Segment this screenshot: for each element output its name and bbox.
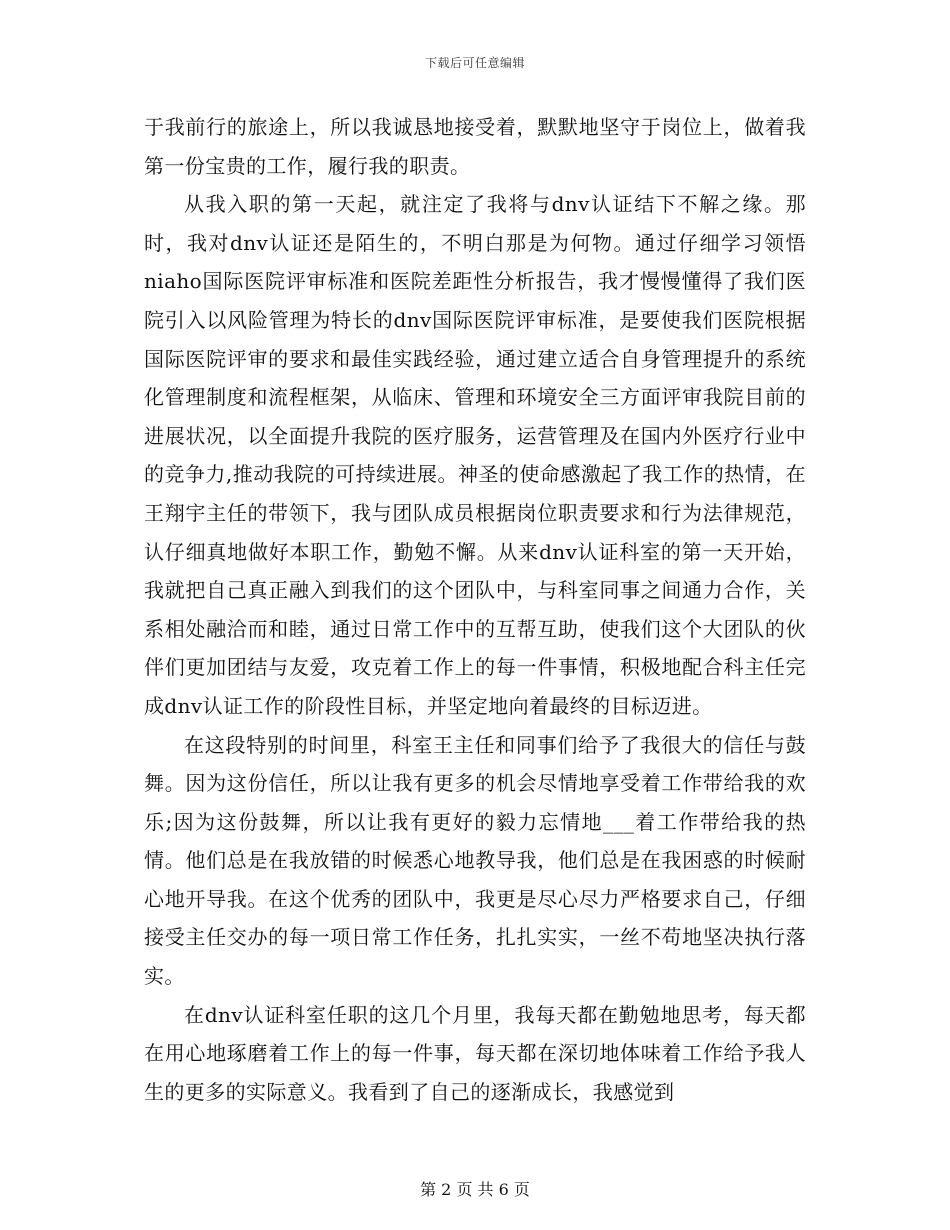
paragraph-continued: 于我前行的旅途上，所以我诚恳地接受着，默默地坚守于岗位上，做着我第一份宝贵的工作，履行我的职责。 — [144, 115, 806, 178]
page-header: 下载后可任意编辑 — [424, 56, 525, 70]
paragraph: 在dnv认证科室任职的这几个月里，我每天都在勤勉地思考，每天都在用心地琢磨着工作上的每一件事，每天都在深切地体味着工作给予我人生的更多的实际意义。我看到了自己的逐渐成长，我感觉到 — [144, 1002, 806, 1104]
paragraph: 在这段特别的时间里，科室王主任和同事们给予了我很大的信任与鼓舞。因为这份信任，所以让我有更多的机会尽情地享受着工作带给我的欢乐;因为这份鼓舞，所以让我有更好的毅力忘情地___着工作带给我的热情。他们总是在我放错的时候悉心地教导我，他们总是在我困惑的时候耐心地开导我。在这个优秀的团队中，我更是尽心尽力严格要求自己，仔细接受主任交办的每一项日常工作任务，扎扎实实，一丝不苟地坚决执行落实。 — [144, 732, 806, 989]
document-body — [144, 108, 806, 1111]
page-footer: 第 2 页 共 6 页 — [420, 1180, 530, 1199]
paragraph: 从我入职的第一天起，就注定了我将与dnv认证结下不解之缘。那时，我对dnv认证还是陌生的，不明白那是为何物。通过仔细学习领悟niaho国际医院评审标准和医院差距性分析报告，我才慢慢懂得了我们医院引入以风险管理为特长的dnv国际医院评审标准，是要使我们医院根据国际医院评审的要求和最佳实践经验，通过建立适合自身管理提升的系统化管理制度和流程框架，从临床、管理和环境安全三方面评审我院目前的进展状况，以全面提升我院的医疗服务，运营管理及在国内外医疗行业中的竞争力,推动我院的可持续进展。神圣的使命感激起了我工作的热情，在王翔宇主任的带领下，我与团队成员根据岗位职责要求和行为法律规范，认仔细真地做好本职工作，勤勉不懈。从来dnv认证科室的第一天开始，我就把自己真正融入到我们的这个团队中，与科室同事之间通力合作，关系相处融洽而和睦，通过日常工作中的互帮互助，使我们这个大团队的伙伴们更加团结与友爱，攻克着工作上的每一件事情，积极地配合科主任完成dnv认证工作的阶段性目标，并坚定地向着最终的目标迈进。 — [144, 192, 806, 718]
